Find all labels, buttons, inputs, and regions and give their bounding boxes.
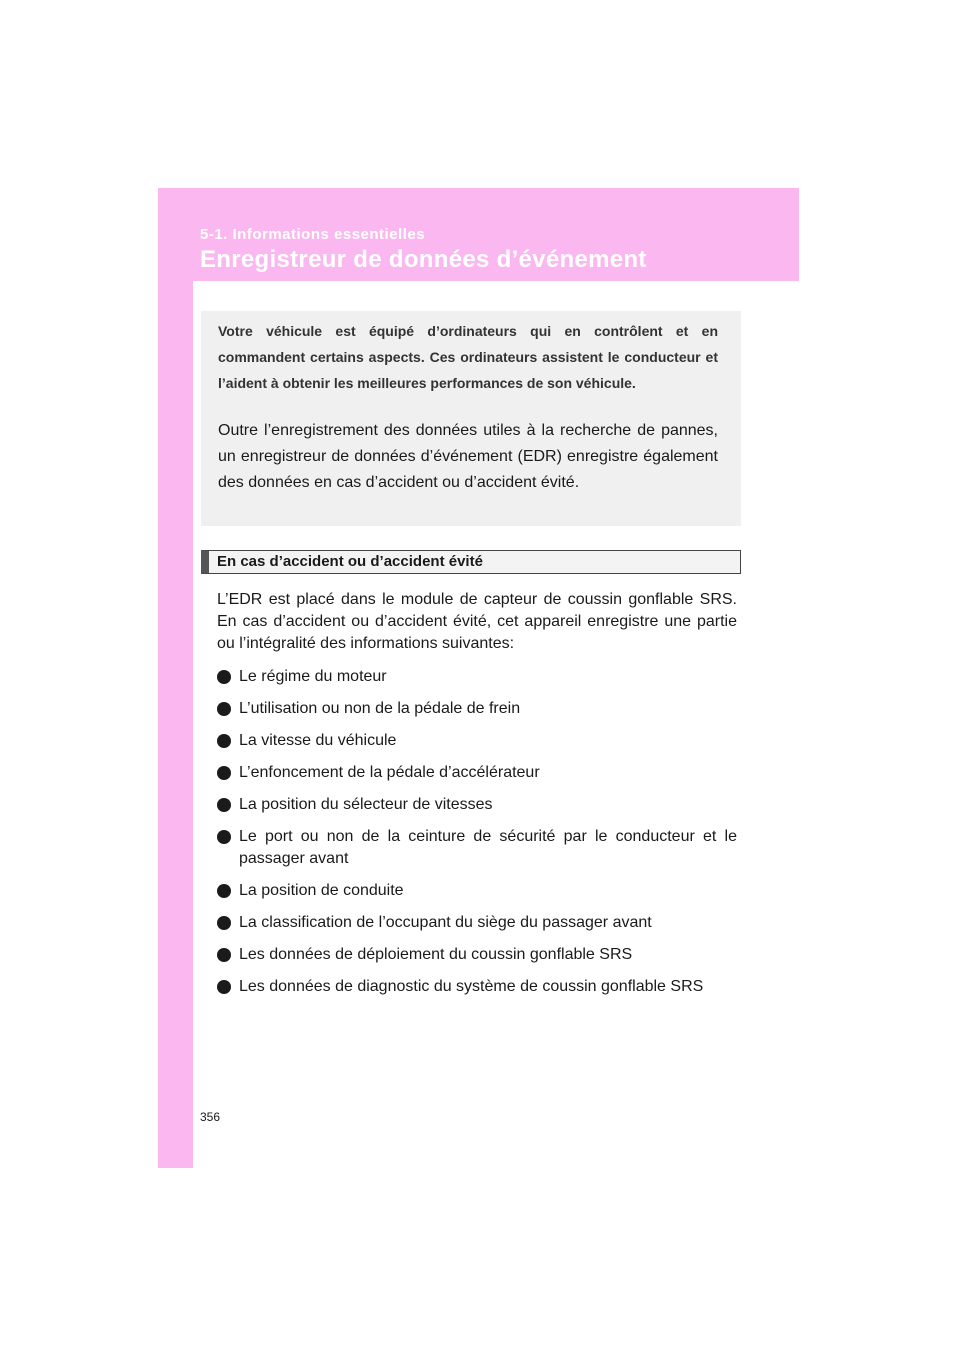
bullet-icon	[217, 980, 231, 994]
list-item	[217, 698, 737, 720]
bullet-icon	[217, 884, 231, 898]
list-item-text: Le régime du moteur	[239, 668, 387, 685]
list-item	[217, 762, 737, 784]
bullet-icon	[217, 830, 231, 844]
subsection-heading: En cas d’accident ou d’accident évité	[217, 553, 483, 570]
list-item-text: La position du sélecteur de vitesses	[239, 796, 493, 813]
body-paragraph: L’EDR est placé dans le module de capteur de coussin gonflable SRS. En cas d’accident ou d’accident évité, cet appareil enregistre une partie ou l’intégralité des informations suivantes:	[217, 591, 737, 652]
list-item-text: Les données de déploiement du coussin gonflable SRS	[239, 946, 633, 963]
bullet-list	[217, 666, 737, 1008]
list-item	[217, 912, 737, 934]
bullet-icon	[217, 798, 231, 812]
list-item	[217, 730, 737, 752]
list-item-text: L’enfoncement de la pédale d’accélérateur	[239, 764, 540, 781]
list-item-text: Le port ou non de la ceinture de sécurité par le conducteur et le passager avant	[239, 828, 737, 867]
list-item	[217, 666, 737, 688]
list-item	[217, 976, 737, 998]
bullet-icon	[217, 670, 231, 684]
list-item-text: La vitesse du véhicule	[239, 732, 397, 749]
section-label: 5-1. Informations essentielles	[200, 226, 426, 243]
list-item-text: L’utilisation ou non de la pédale de frein	[239, 700, 521, 717]
intro-paragraph-bold: Votre véhicule est équipé d’ordinateurs qui en contrôlent et en commandent certains aspects. Ces ordinateurs assistent le conducteur et l’aident à obtenir les meilleures performances de son véhicule.	[218, 323, 718, 391]
bullet-icon	[217, 916, 231, 930]
bullet-icon	[217, 702, 231, 716]
intro-paragraph: Outre l’enregistrement des données utiles à la recherche de pannes, un enregistreur de données d’événement (EDR) enregistre également des données en cas d’accident ou d’accident évité.	[218, 422, 718, 491]
bullet-icon	[217, 948, 231, 962]
bullet-icon	[217, 734, 231, 748]
list-item-text: La position de conduite	[239, 882, 404, 899]
bullet-icon	[217, 766, 231, 780]
page-number: 356	[200, 1110, 221, 1124]
list-item-text: La classification de l’occupant du siège du passager avant	[239, 914, 652, 931]
page-title: Enregistreur de données d’événement	[200, 246, 647, 273]
list-item	[217, 794, 737, 816]
list-item	[217, 826, 737, 870]
subsection-heading-box	[201, 550, 741, 574]
list-item	[217, 880, 737, 902]
list-item-text: Les données de diagnostic du système de coussin gonflable SRS	[239, 978, 704, 995]
list-item	[217, 944, 737, 966]
side-tab-strip	[158, 188, 193, 1168]
